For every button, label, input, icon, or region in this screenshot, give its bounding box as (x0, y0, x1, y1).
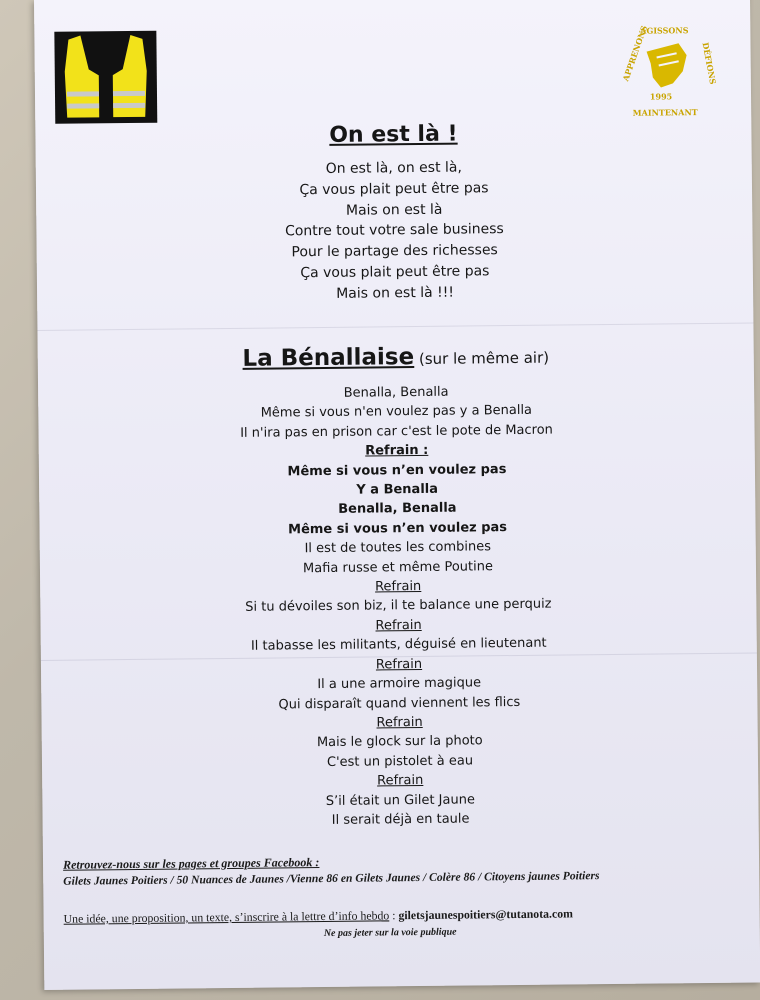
song2-lyrics (38, 379, 759, 833)
song1-lyrics (36, 154, 753, 307)
song2-heading (38, 340, 754, 373)
song2-title: La Bénallaise (242, 344, 415, 372)
footer-facebook-heading: Retrouvez-nous sur les pages et groupes Facebook : (62, 855, 320, 872)
lyric-line: Ça vous plait peut être pas (300, 263, 490, 282)
emblem-year: 1995 (649, 91, 673, 102)
lyric-line: Benalla, Benalla (343, 384, 449, 401)
footer-facebook-groups: Gilets Jaunes Poitiers / 50 Nuances de Jaunes /Vienne 86 en Gilets Jaunes / Colère 86 / Citoyens jaunes Poitiers (63, 869, 600, 888)
emblem-top-text: AGISSONS (640, 25, 689, 36)
refrain-label: Refrain (377, 773, 424, 789)
newsletter-text: Une idée, une proposition, un texte, s’inscrire à la lettre d’info hebdo (63, 908, 390, 926)
song2-subtitle: (sur le même air) (414, 348, 550, 369)
newsletter-separator: : (389, 908, 399, 923)
footer-newsletter (64, 905, 752, 927)
song1-title: On est là ! (329, 121, 458, 148)
lyric-line: Pour le partage des richesses (291, 242, 498, 261)
lyric-line: Qui disparaît quand viennent les flics (278, 694, 521, 712)
lyric-line: Même si vous n’en voulez pas (287, 461, 507, 479)
yellow-vest-icon (54, 31, 157, 124)
raised-fist-emblem-icon (616, 21, 719, 120)
emblem-bottom-text: MAINTENANT (632, 107, 698, 118)
lyric-line: Ça vous plait peut être pas (299, 180, 489, 199)
emblem-left-text: APPRENONS (620, 24, 650, 83)
lyric-line: Mais on est là !!! (336, 284, 455, 302)
lyric-line: Même si vous n'en voulez pas y a Benalla (260, 403, 533, 422)
yellow-vest-icon (54, 31, 157, 124)
lyric-line: C'est un pistolet à eau (326, 753, 474, 770)
lyric-line: Y a Benalla (356, 481, 439, 498)
lyric-line: Benalla, Benalla (338, 501, 457, 518)
lyric-line: Si tu dévoiles son biz, il te balance une perquiz (245, 597, 552, 616)
emblem-right-text: DÉFIONS (700, 41, 719, 86)
lyric-line: Il tabasse les militants, déguisé en lieutenant (250, 635, 547, 655)
lyric-line: Il n'ira pas en prison car c'est le pote de Macron (240, 422, 553, 441)
paper-fold (37, 322, 753, 330)
contact-email: giletsjaunespoitiers@tutanota.com (398, 906, 573, 923)
lyric-line: Mais on est là (345, 201, 443, 219)
lyric-line: S’il était un Gilet Jaune (325, 791, 476, 809)
flyer-paper (34, 0, 760, 990)
lyric-line: Il est de toutes les combines (304, 539, 492, 557)
lyric-line: Il a une armoire magique (317, 675, 482, 693)
refrain-label: Refrain (374, 579, 422, 595)
footer-disclaimer: Ne pas jeter sur la voie publique (323, 926, 457, 940)
refrain-label: Refrain (375, 617, 422, 634)
lyric-line: Mafia russe et même Poutine (302, 558, 494, 576)
refrain-label: Refrain : (365, 443, 429, 459)
raised-fist-emblem (616, 21, 719, 120)
refrain-label: Refrain (375, 656, 423, 673)
lyric-line: Mais le glock sur la photo (316, 733, 483, 751)
lyric-line: Contre tout votre sale business (284, 221, 504, 240)
lyric-line: On est là, on est là, (325, 159, 462, 177)
refrain-label: Refrain (376, 714, 423, 731)
lyric-line: Même si vous n’en voulez pas (288, 519, 508, 538)
lyric-line: Il serait déjà en taule (331, 811, 470, 828)
